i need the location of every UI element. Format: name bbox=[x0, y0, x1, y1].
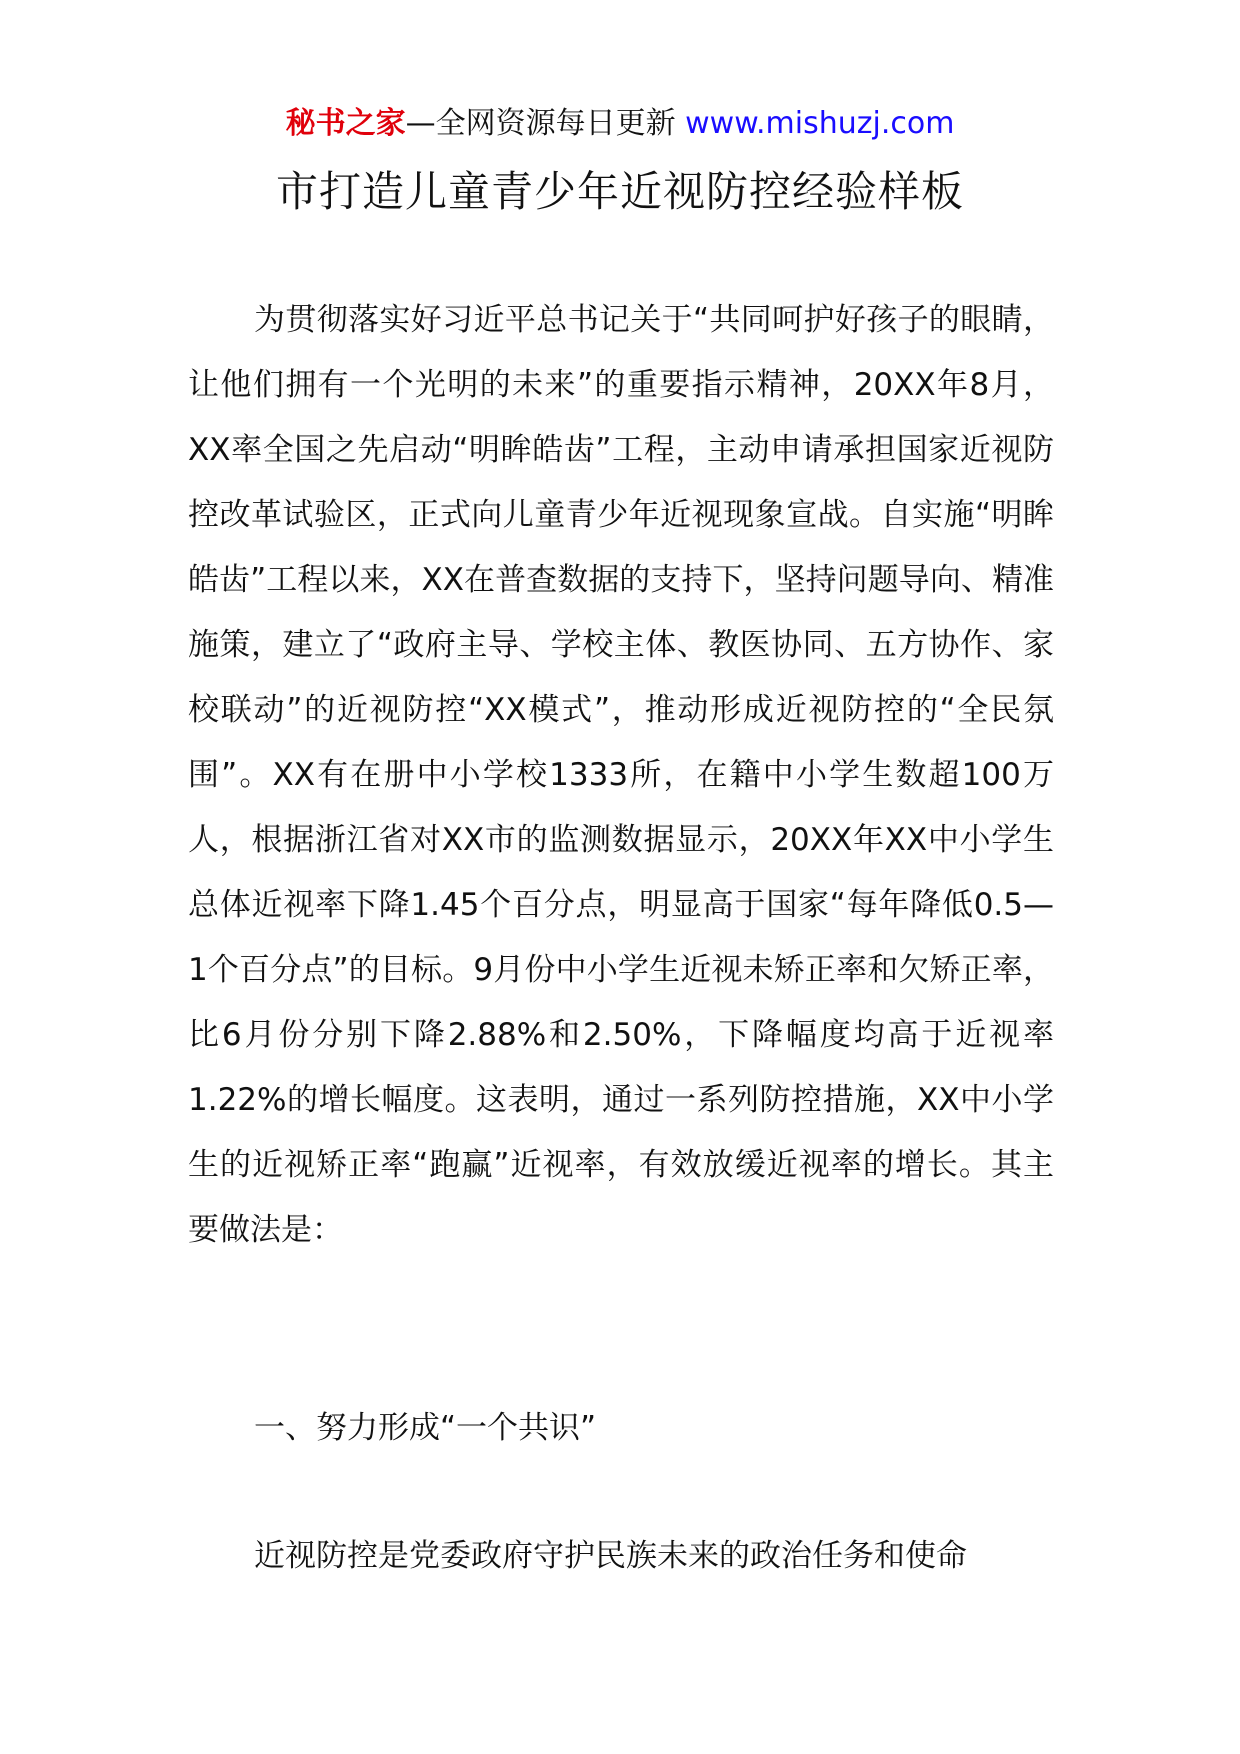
section-1-paragraph: 近视防控是党委政府守护民族未来的政治任务和使命 bbox=[254, 1538, 967, 1574]
section-heading-1: 一、努力形成“一个共识” bbox=[254, 1410, 597, 1446]
site-url-link[interactable]: www.mishuzj.com bbox=[685, 106, 955, 141]
document-title: 市打造儿童青少年近视防控经验样板 bbox=[275, 167, 964, 216]
intro-paragraph: 为贯彻落实好习近平总书记关于“共同呵护好孩子的眼睛，让他们拥有一个光明的未来”的重要指示精神，20XX年8月，XX率全国之先启动“明眸皓齿”工程，主动申请承担国家近视防控改革试验区，正式向儿童青少年近视现象宣战。自实施“明眸皓齿”工程以来，XX在普查数据的支持下，坚持问题导向、精准施策，建立了“政府主导、学校主体、教医协同、五方协作、家校联动”的近视防控“XX模式”，推动形成近视防控的“全民氛围”。XX有在册中小学校1333所，在籍中小学生数超100万人，根据浙江省对XX市的监测数据显示，20XX年XX中小学生总体近视率下降1.45个百分点，明显高于国家“每年降低0.5—1个百分点”的目标。9月份中小学生近视未矫正率和欠矫正率，比6月份分别下降2.88%和2.50%，下降幅度均高于近视率1.22%的增长幅度。这表明，通过一系列防控措施，XX中小学生的近视矫正率“跑赢”近视率，有效放缓近视率的增长。其主要做法是： bbox=[188, 302, 1054, 1248]
site-header bbox=[0, 100, 1240, 148]
header-tagline: —全网资源每日更新 bbox=[405, 106, 676, 141]
brand-name: 秘书之家 bbox=[285, 106, 406, 141]
